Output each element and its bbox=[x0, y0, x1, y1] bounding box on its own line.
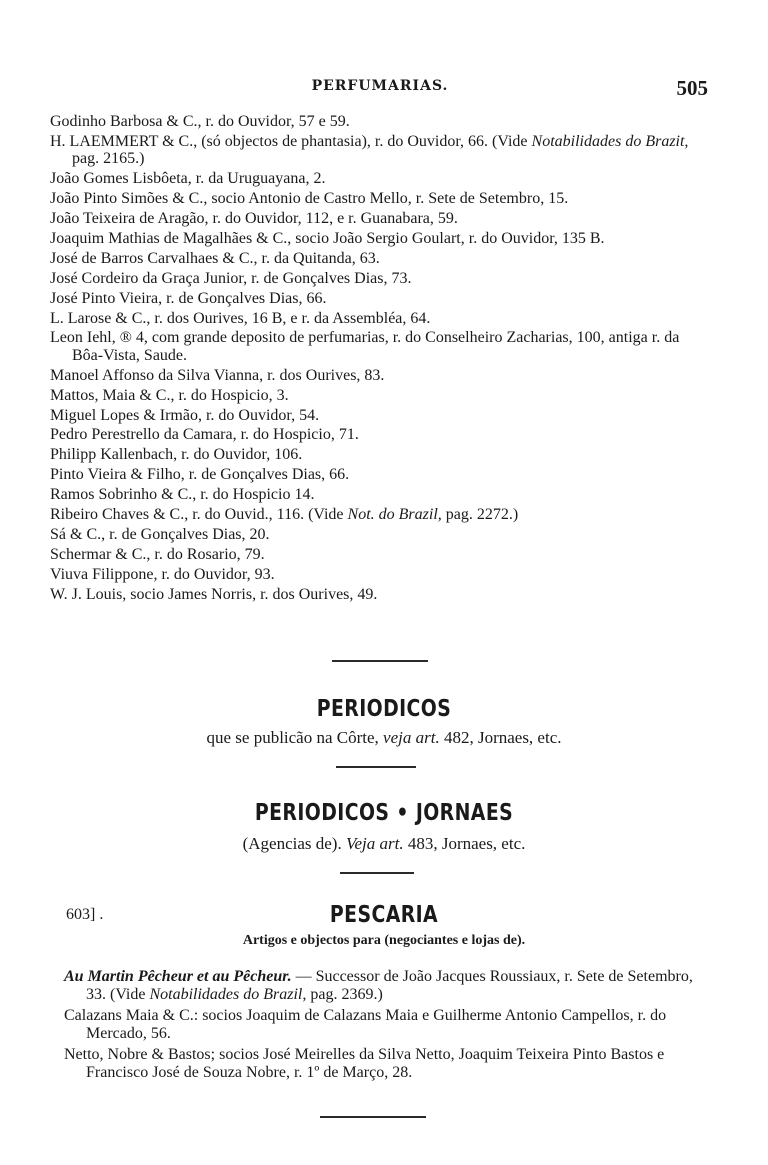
list-item: Netto, Nobre & Bastos; socios José Meirelles da Silva Netto, Joaquim Teixeira Pinto Bastos e Francisco José de Souza Nobre, r. 1º de Março, 28. bbox=[64, 1046, 665, 1081]
list-item: José de Barros Carvalhaes & C., r. da Quitanda, 63. bbox=[50, 249, 380, 267]
divider-rule bbox=[340, 872, 414, 874]
divider-rule bbox=[320, 1116, 426, 1118]
divider-rule bbox=[336, 766, 416, 768]
list-item: Leon Iehl, ® 4, com grande deposito de perfumarias, r. do Conselheiro Zacharias, 100, antiga r. da Bôa-Vista, Saude. bbox=[50, 329, 680, 364]
list-item: Ribeiro Chaves & C., r. do Ouvid., 116. (Vide Not. do Brazil, pag. 2272.) bbox=[50, 506, 519, 524]
list-item: João Pinto Simões & C., socio Antonio de Castro Mello, r. Sete de Setembro, 15. bbox=[50, 190, 569, 208]
list-item: Miguel Lopes & Irmão, r. do Ouvidor, 54. bbox=[50, 406, 320, 424]
divider-rule bbox=[332, 660, 428, 662]
list-item: Joaquim Mathias de Magalhães & C., socio João Sergio Goulart, r. do Ouvidor, 135 B. bbox=[50, 229, 605, 247]
section-title-periodicos-jornaes: PERIODICOS • JORNAES bbox=[254, 800, 514, 826]
list-item: Sá & C., r. de Gonçalves Dias, 20. bbox=[50, 525, 270, 543]
list-item: Ramos Sobrinho & C., r. do Hospicio 14. bbox=[50, 486, 315, 504]
list-item: Philipp Kallenbach, r. do Ouvidor, 106. bbox=[50, 446, 303, 464]
section-subtitle-pescaria: Artigos e objectos para (negociantes e lojas de). bbox=[242, 933, 526, 948]
list-item: W. J. Louis, socio James Norris, r. dos Ourives, 49. bbox=[50, 585, 378, 603]
page-number: 505 bbox=[676, 76, 708, 100]
list-item: Godinho Barbosa & C., r. do Ouvidor, 57 e 59. bbox=[50, 113, 350, 130]
list-item: L. Larose & C., r. dos Ourives, 16 B, e r. da Assembléa, 64. bbox=[50, 309, 431, 327]
section-number: 603] . bbox=[66, 906, 104, 923]
page-header bbox=[52, 78, 708, 102]
running-title: PERFUMARIAS. bbox=[311, 78, 449, 94]
list-item: José Cordeiro da Graça Junior, r. de Gonçalves Dias, 73. bbox=[50, 269, 412, 287]
section-subtitle-periodicos-jornaes: (Agencias de). Veja art. 483, Jornaes, etc. bbox=[242, 834, 526, 853]
list-item: Pinto Vieira & Filho, r. de Gonçalves Dias, 66. bbox=[50, 466, 350, 484]
list-item: João Teixeira de Aragão, r. do Ouvidor, 112, e r. Guanabara, 59. bbox=[50, 210, 458, 228]
list-item: Calazans Maia & C.: socios Joaquim de Calazans Maia e Guilherme Antonio Campellos, r. do Mercado, 56. bbox=[64, 1007, 667, 1042]
list-item: Mattos, Maia & C., r. do Hospicio, 3. bbox=[50, 386, 289, 404]
pescaria-list bbox=[64, 968, 710, 1085]
section-subtitle-periodicos: que se publicão na Côrte, veja art. 482, Jornaes, etc. bbox=[206, 728, 562, 747]
list-item: Manoel Affonso da Silva Vianna, r. dos Ourives, 83. bbox=[50, 366, 385, 384]
list-item: Schermar & C., r. do Rosario, 79. bbox=[50, 545, 265, 563]
section-title-periodicos: PERIODICOS bbox=[316, 696, 452, 722]
list-item: João Gomes Lisbôeta, r. da Uruguayana, 2. bbox=[50, 170, 326, 188]
perfumarias-list bbox=[50, 113, 700, 605]
list-item: Pedro Perestrello da Camara, r. do Hospicio, 71. bbox=[50, 426, 359, 444]
section-title-pescaria: PESCARIA bbox=[329, 902, 439, 928]
list-item: José Pinto Vieira, r. de Gonçalves Dias, 66. bbox=[50, 289, 327, 307]
list-item: Viuva Filippone, r. do Ouvidor, 93. bbox=[50, 565, 275, 583]
list-item: Au Martin Pêcheur et au Pêcheur. — Successor de João Jacques Roussiaux, r. Sete de Setembro, 33. (Vide Notabilidades do Brazil, pag. 2369.) bbox=[64, 968, 693, 1003]
list-item: H. LAEMMERT & C., (só objectos de phantasia), r. do Ouvidor, 66. (Vide Notabilidades do Brazit, pag. 2165.) bbox=[50, 132, 689, 168]
